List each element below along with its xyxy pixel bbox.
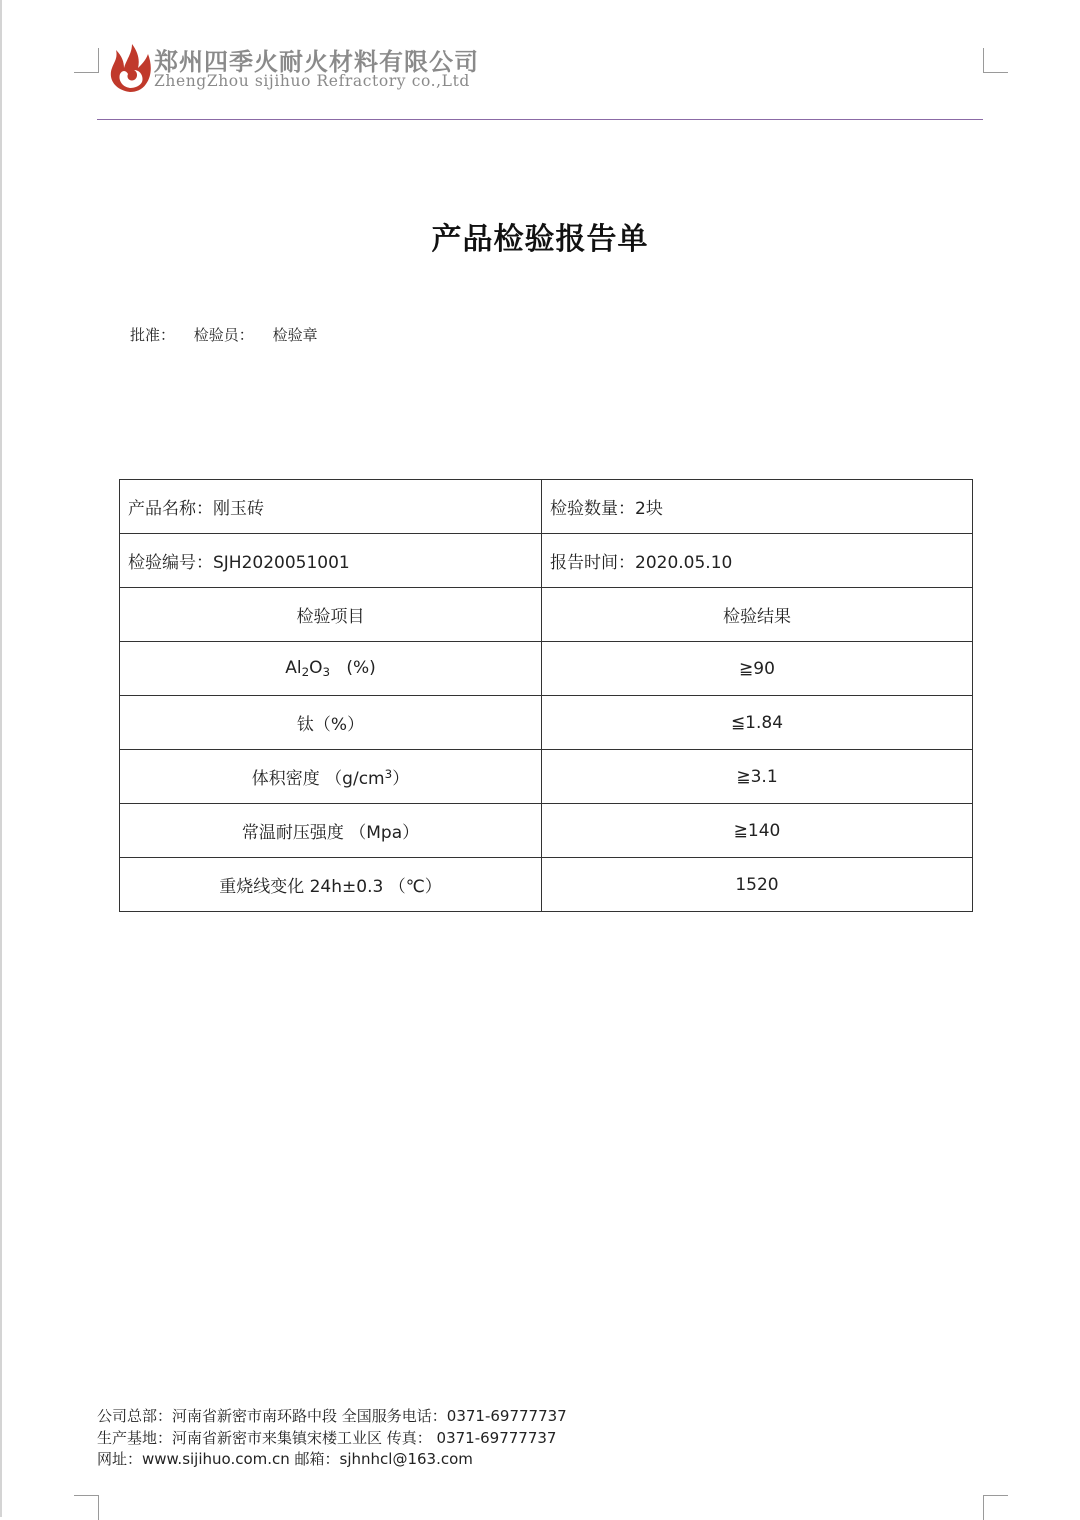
table-row [120,750,973,804]
table-row [120,804,973,858]
item-text: O [309,658,323,678]
header-divider [97,119,983,120]
item-cell [120,642,542,696]
stamp-label: 检验章 [272,326,318,344]
item-unit: (%) [346,658,376,678]
letterhead [104,38,524,98]
footer-headquarters: 公司总部：河南省新密市南环路中段 全国服务电话：0371-69777737 [97,1407,567,1425]
inspection-number-label: 检验编号： [128,553,213,573]
result-cell: ≧140 [542,804,973,858]
quantity-cell [542,480,973,534]
report-time-value: 2020.05.10 [635,553,733,573]
item-text: Al [285,658,302,678]
item-cell: 钛（%） [120,696,542,750]
subscript: 2 [301,665,310,679]
item-text: 体积密度 （g/cm [251,769,385,789]
inspection-number-value: SJH2020051001 [213,553,350,573]
item-cell [120,750,542,804]
crop-mark-bottom-left [74,1495,99,1520]
subscript: 3 [322,665,331,679]
inspection-number-cell [120,534,542,588]
quantity-label: 检验数量： [550,499,635,519]
footer-contact [97,1406,567,1471]
item-unit: ） [392,769,410,789]
superscript: 3 [384,767,393,781]
result-cell: ≦1.84 [542,696,973,750]
table-header-row [120,588,973,642]
table-row [120,642,973,696]
product-name-value: 刚玉砖 [213,499,264,519]
crop-mark-top-right [983,48,1008,73]
inspector-label: 检验员： [193,326,254,344]
result-cell: ≧3.1 [542,750,973,804]
approve-label: 批准： [130,326,176,344]
table-row [120,858,973,912]
crop-mark-bottom-right [983,1495,1008,1520]
quantity-value: 2块 [635,499,663,519]
table-row [120,534,973,588]
inspection-table [119,479,973,912]
table-row [120,696,973,750]
column-header-result: 检验结果 [542,588,973,642]
flame-logo-icon [104,40,156,94]
crop-mark-top-left [74,48,99,73]
footer-web-email: 网址：www.sijihuo.com.cn 邮箱：sjhnhcl@163.com [97,1450,473,1468]
footer-production-base: 生产基地：河南省新密市来集镇宋楼工业区 传真： 0371-69777737 [97,1428,557,1447]
company-name-en: ZhengZhou sijihuo Refractory co.,Ltd [154,72,470,90]
product-name-cell [120,480,542,534]
item-cell: 重烧线变化 24h±0.3 （℃） [120,858,542,912]
report-time-cell [542,534,973,588]
result-cell: ≧90 [542,642,973,696]
column-header-item: 检验项目 [120,588,542,642]
result-cell: 1520 [542,858,973,912]
table-row [120,480,973,534]
product-name-label: 产品名称： [128,499,213,519]
company-name-cn: 郑州四季火耐火材料有限公司 [154,48,479,76]
report-time-label: 报告时间： [550,553,635,573]
document-title: 产品检验报告单 [431,222,649,257]
signature-line [130,324,332,345]
item-cell: 常温耐压强度 （Mpa） [120,804,542,858]
